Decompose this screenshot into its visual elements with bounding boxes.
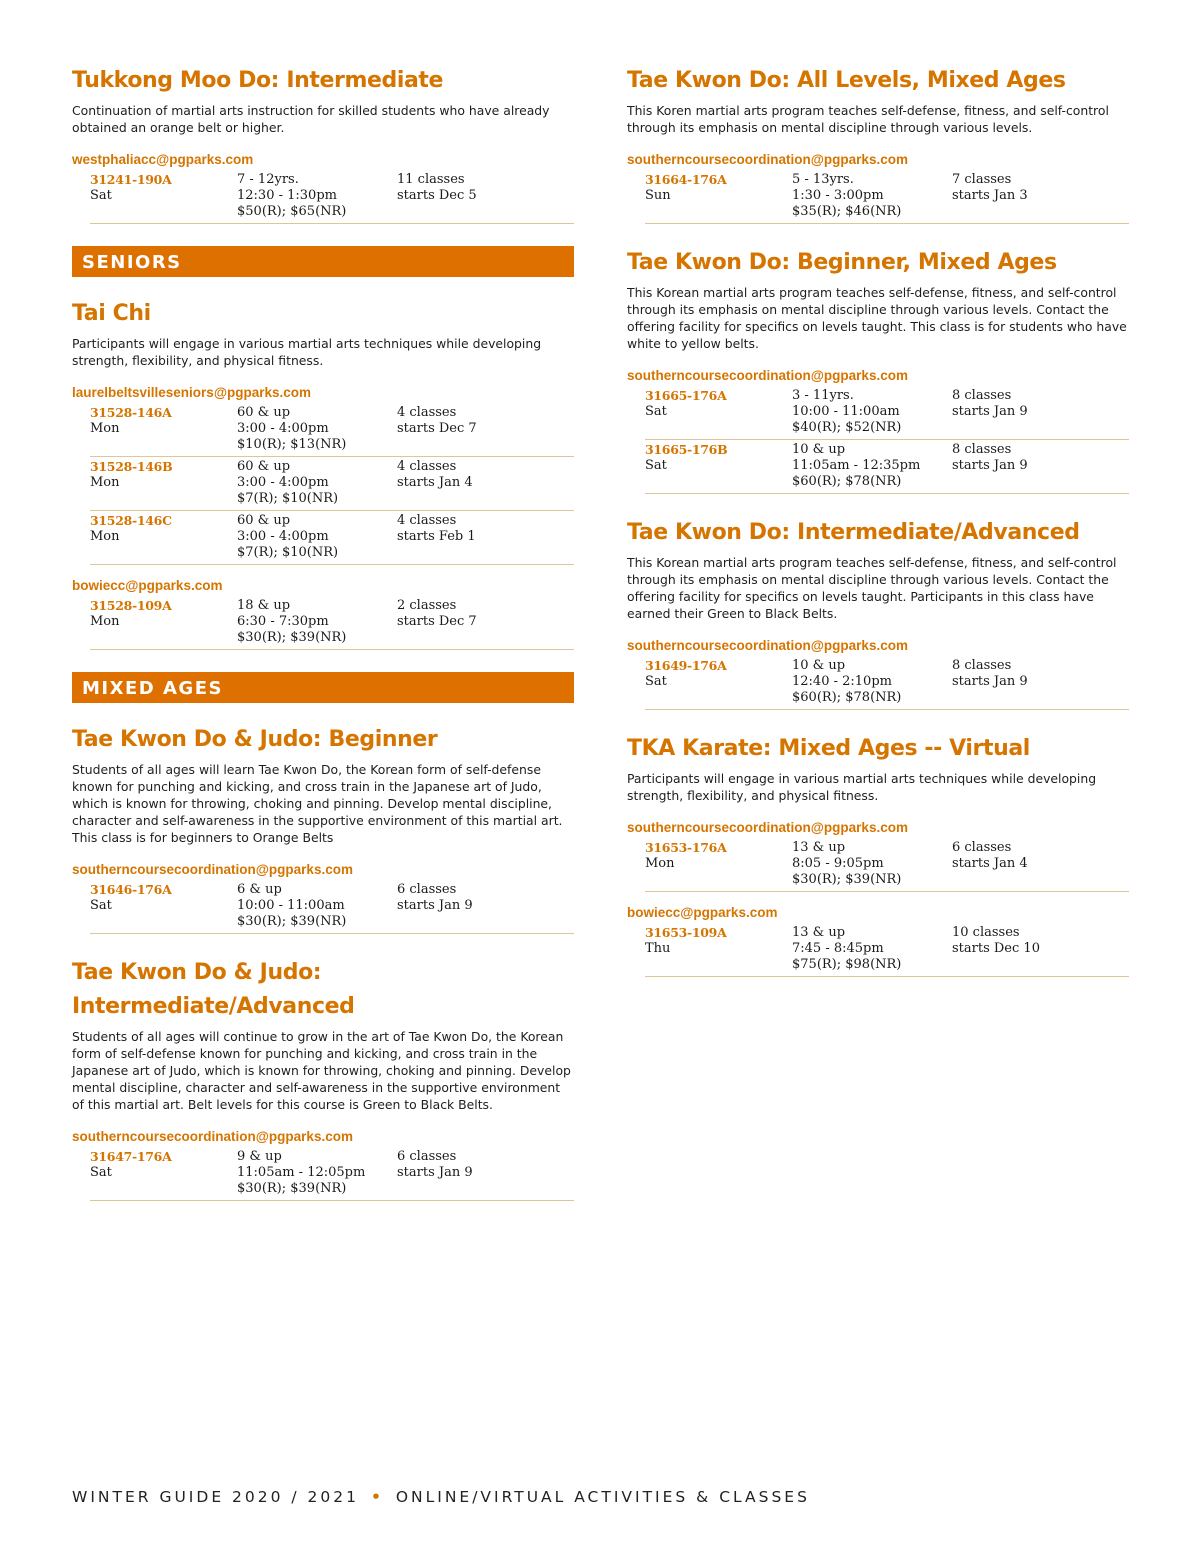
class-fee: $30(R); $39(NR) — [237, 1181, 347, 1196]
class-time: 1:30 - 3:00pm — [792, 188, 884, 203]
offering-code-day — [90, 513, 235, 545]
meeting-day: Sat — [90, 898, 112, 913]
location-group — [72, 384, 574, 565]
location-group — [627, 151, 1129, 224]
offering-schedule — [952, 658, 1122, 690]
class-count: 4 classes — [397, 513, 457, 528]
offering-code-day — [645, 388, 790, 420]
location-group — [627, 367, 1129, 494]
start-date: starts Feb 1 — [397, 529, 476, 544]
meeting-day: Mon — [90, 614, 120, 629]
start-date: starts Jan 9 — [952, 404, 1028, 419]
class-time: 12:40 - 2:10pm — [792, 674, 892, 689]
meeting-day: Mon — [90, 529, 120, 544]
course-description: This Korean martial arts program teaches self-defense, fitness, and self-control through its emphasis on mental discipline through various levels. Contact the offering facility for specifics on levels taught. This class is for students who have white to yellow belts. — [627, 285, 1127, 351]
course-block — [72, 723, 574, 934]
class-fee: $60(R); $78(NR) — [792, 474, 902, 489]
course-code[interactable]: 31647-176A — [90, 1149, 172, 1164]
location-group — [72, 151, 574, 224]
course-code[interactable]: 31665-176B — [645, 442, 728, 457]
course-description: Participants will engage in various martial arts techniques while developing strength, flexibility, and physical fitness. — [627, 771, 1097, 803]
offering-details — [237, 1149, 397, 1197]
course-title: Tae Kwon Do: All Levels, Mixed Ages — [627, 68, 1066, 93]
course-code[interactable]: 31664-176A — [645, 172, 727, 187]
offering-row — [645, 839, 1129, 892]
offering-details — [237, 459, 397, 507]
offering-details — [237, 172, 397, 220]
class-fee: $7(R); $10(NR) — [237, 545, 339, 560]
offering-details — [792, 658, 952, 706]
contact-email-link[interactable]: bowiecc@pgparks.com — [627, 905, 778, 920]
class-time: 3:00 - 4:00pm — [237, 529, 329, 544]
class-fee: $75(R); $98(NR) — [792, 957, 902, 972]
contact-email-link[interactable]: southerncoursecoordination@pgparks.com — [627, 152, 908, 167]
class-fee: $35(R); $46(NR) — [792, 204, 902, 219]
class-count: 11 classes — [397, 172, 465, 187]
course-code[interactable]: 31646-176A — [90, 882, 172, 897]
contact-email-link[interactable]: southerncoursecoordination@pgparks.com — [72, 862, 353, 877]
meeting-day: Sat — [645, 404, 667, 419]
class-count: 6 classes — [397, 1149, 457, 1164]
course-block — [72, 64, 574, 224]
age-range: 60 & up — [237, 459, 291, 474]
offering-schedule — [397, 172, 567, 204]
class-fee: $30(R); $39(NR) — [237, 630, 347, 645]
footer-section-title: ONLINE/VIRTUAL ACTIVITIES & CLASSES — [395, 1488, 810, 1506]
age-range: 3 - 11yrs. — [792, 388, 854, 403]
course-title: Tae Kwon Do: Intermediate/Advanced — [627, 520, 1080, 545]
class-fee: $30(R); $39(NR) — [237, 914, 347, 929]
start-date: starts Dec 10 — [952, 941, 1040, 956]
course-block — [627, 64, 1129, 224]
course-block — [627, 516, 1129, 710]
offering-code-day — [90, 882, 235, 914]
offering-details — [792, 172, 952, 220]
class-time: 6:30 - 7:30pm — [237, 614, 329, 629]
offering-schedule — [397, 882, 567, 914]
offering-row — [90, 1148, 574, 1201]
contact-email-link[interactable]: laurelbeltsvilleseniors@pgparks.com — [72, 385, 312, 400]
offering-row — [90, 512, 574, 565]
course-block — [627, 732, 1129, 977]
meeting-day: Thu — [645, 941, 671, 956]
age-range: 60 & up — [237, 405, 291, 420]
offering-row — [645, 657, 1129, 710]
course-code[interactable]: 31653-176A — [645, 840, 727, 855]
offering-schedule — [952, 172, 1122, 204]
class-count: 10 classes — [952, 925, 1020, 940]
course-code[interactable]: 31528-146C — [90, 513, 172, 528]
offering-code-day — [90, 459, 235, 491]
course-code[interactable]: 31241-190A — [90, 172, 172, 187]
course-code[interactable]: 31649-176A — [645, 658, 727, 673]
age-range: 10 & up — [792, 658, 846, 673]
meeting-day: Mon — [645, 856, 675, 871]
age-range: 10 & up — [792, 442, 846, 457]
offering-code-day — [645, 925, 790, 957]
course-title: Tae Kwon Do & Judo: Intermediate/Advanced — [72, 960, 355, 1019]
offering-code-day — [90, 172, 235, 204]
class-count: 4 classes — [397, 405, 457, 420]
page-footer — [72, 1488, 810, 1506]
offering-schedule — [952, 442, 1122, 474]
course-title: Tai Chi — [72, 301, 151, 326]
location-group — [627, 819, 1129, 892]
offering-schedule — [397, 405, 567, 437]
age-range: 7 - 12yrs. — [237, 172, 299, 187]
class-time: 7:45 - 8:45pm — [792, 941, 884, 956]
start-date: starts Jan 9 — [952, 458, 1028, 473]
offering-schedule — [952, 388, 1122, 420]
offering-row — [90, 597, 574, 650]
contact-email-link[interactable]: southerncoursecoordination@pgparks.com — [627, 368, 908, 383]
age-range: 13 & up — [792, 925, 846, 940]
offering-code-day — [645, 658, 790, 690]
offering-code-day — [90, 405, 235, 437]
location-group — [72, 861, 574, 934]
class-count: 8 classes — [952, 658, 1012, 673]
meeting-day: Sat — [90, 1165, 112, 1180]
offering-details — [792, 442, 952, 490]
offering-row — [645, 441, 1129, 494]
class-time: 8:05 - 9:05pm — [792, 856, 884, 871]
class-fee: $30(R); $39(NR) — [792, 872, 902, 887]
section-header-seniors: SENIORS — [72, 246, 574, 277]
offering-details — [237, 405, 397, 453]
courses-seniors — [72, 297, 574, 650]
class-fee: $60(R); $78(NR) — [792, 690, 902, 705]
start-date: starts Jan 4 — [397, 475, 473, 490]
contact-email-link[interactable]: westphaliacc@pgparks.com — [72, 152, 254, 167]
offering-code-day — [90, 1149, 235, 1181]
course-title: Tae Kwon Do: Beginner, Mixed Ages — [627, 250, 1057, 275]
offering-row — [90, 171, 574, 224]
class-time: 3:00 - 4:00pm — [237, 475, 329, 490]
section-header-mixed-ages: MIXED AGES — [72, 672, 574, 703]
footer-separator: • — [370, 1488, 384, 1506]
meeting-day: Sun — [645, 188, 671, 203]
offering-code-day — [645, 172, 790, 204]
course-title: Tukkong Moo Do: Intermediate — [72, 68, 444, 93]
offering-row — [90, 458, 574, 511]
class-count: 2 classes — [397, 598, 457, 613]
start-date: starts Dec 5 — [397, 188, 477, 203]
offering-code-day — [645, 840, 790, 872]
offering-row — [90, 881, 574, 934]
offering-details — [237, 882, 397, 930]
offering-row — [645, 387, 1129, 440]
offering-schedule — [952, 840, 1122, 872]
age-range: 6 & up — [237, 882, 282, 897]
offering-details — [792, 840, 952, 888]
course-description: This Koren martial arts program teaches self-defense, fitness, and self-control through its emphasis on mental discipline through various levels. — [627, 103, 1109, 135]
class-count: 6 classes — [397, 882, 457, 897]
class-time: 12:30 - 1:30pm — [237, 188, 337, 203]
offering-details — [237, 513, 397, 561]
class-count: 6 classes — [952, 840, 1012, 855]
class-fee: $7(R); $10(NR) — [237, 491, 339, 506]
courses-mixed — [72, 723, 574, 1201]
age-range: 18 & up — [237, 598, 291, 613]
footer-guide-title: WINTER GUIDE 2020 / 2021 — [72, 1488, 360, 1506]
course-code[interactable]: 31528-109A — [90, 598, 172, 613]
age-range: 13 & up — [792, 840, 846, 855]
course-description: Participants will engage in various martial arts techniques while developing strength, flexibility, and physical fitness. — [72, 336, 542, 368]
offering-code-day — [90, 598, 235, 630]
offering-details — [237, 598, 397, 646]
age-range: 5 - 13yrs. — [792, 172, 854, 187]
offering-schedule — [397, 513, 567, 545]
courses-top — [72, 64, 574, 224]
meeting-day: Sat — [90, 188, 112, 203]
course-block — [72, 956, 574, 1201]
course-code[interactable]: 31653-109A — [645, 925, 727, 940]
age-range: 9 & up — [237, 1149, 282, 1164]
start-date: starts Jan 9 — [397, 1165, 473, 1180]
offering-row — [645, 171, 1129, 224]
left-column — [72, 64, 574, 1223]
course-description: Students of all ages will learn Tae Kwon Do, the Korean form of self-defense known for punching and kicking, and cross train in the Japanese art of Judo, which is known for throwing, choking and pinning. Develop mental discipline, character and self-awareness in the supportive environment of this martial art. This class is for beginners to Orange Belts — [72, 762, 563, 845]
course-title: TKA Karate: Mixed Ages -- Virtual — [627, 736, 1030, 761]
class-count: 7 classes — [952, 172, 1012, 187]
contact-email-link[interactable]: southerncoursecoordination@pgparks.com — [72, 1129, 353, 1144]
start-date: starts Dec 7 — [397, 421, 477, 436]
class-count: 4 classes — [397, 459, 457, 474]
meeting-day: Mon — [90, 475, 120, 490]
course-description: This Korean martial arts program teaches self-defense, fitness, and self-control through its emphasis on mental discipline through various levels. Contact the offering facility for specifics on levels taught. Participants in this class have earned their Green to Black Belts. — [627, 555, 1117, 621]
start-date: starts Jan 9 — [397, 898, 473, 913]
class-time: 11:05am - 12:05pm — [237, 1165, 366, 1180]
class-count: 8 classes — [952, 442, 1012, 457]
location-group — [627, 637, 1129, 710]
offering-row — [645, 924, 1129, 977]
meeting-day: Mon — [90, 421, 120, 436]
course-description: Students of all ages will continue to grow in the art of Tae Kwon Do, the Korean form of self-defense known for punching and kicking, and cross train in the Japanese art of Judo, which is known for throwing, choking and pinning. Develop mental discipline, character and self-awareness in the supportive environment of this martial art. Belt levels for this course is Green to Black Belts. — [72, 1029, 571, 1112]
class-fee: $40(R); $52(NR) — [792, 420, 902, 435]
offering-schedule — [952, 925, 1122, 957]
course-title: Tae Kwon Do & Judo: Beginner — [72, 727, 438, 752]
course-code[interactable]: 31665-176A — [645, 388, 727, 403]
class-count: 8 classes — [952, 388, 1012, 403]
offering-schedule — [397, 598, 567, 630]
contact-email-link[interactable]: southerncoursecoordination@pgparks.com — [627, 638, 908, 653]
class-time: 10:00 - 11:00am — [792, 404, 900, 419]
start-date: starts Dec 7 — [397, 614, 477, 629]
contact-email-link[interactable]: bowiecc@pgparks.com — [72, 578, 223, 593]
course-code[interactable]: 31528-146A — [90, 405, 172, 420]
offering-code-day — [645, 442, 790, 474]
meeting-day: Sat — [645, 458, 667, 473]
start-date: starts Jan 4 — [952, 856, 1028, 871]
start-date: starts Jan 3 — [952, 188, 1028, 203]
location-group — [72, 1128, 574, 1201]
class-fee: $50(R); $65(NR) — [237, 204, 347, 219]
course-description: Continuation of martial arts instruction for skilled students who have already obtained an orange belt or higher. — [72, 103, 550, 135]
location-group — [627, 904, 1129, 977]
contact-email-link[interactable]: southerncoursecoordination@pgparks.com — [627, 820, 908, 835]
offering-schedule — [397, 459, 567, 491]
course-block — [627, 246, 1129, 494]
courses-right — [627, 64, 1129, 977]
offering-details — [792, 388, 952, 436]
class-time: 11:05am - 12:35pm — [792, 458, 921, 473]
offering-schedule — [397, 1149, 567, 1181]
location-group — [72, 577, 574, 650]
class-time: 3:00 - 4:00pm — [237, 421, 329, 436]
age-range: 60 & up — [237, 513, 291, 528]
course-code[interactable]: 31528-146B — [90, 459, 173, 474]
offering-row — [90, 404, 574, 457]
course-block — [72, 297, 574, 650]
class-fee: $10(R); $13(NR) — [237, 437, 347, 452]
class-time: 10:00 - 11:00am — [237, 898, 345, 913]
start-date: starts Jan 9 — [952, 674, 1028, 689]
offering-details — [792, 925, 952, 973]
right-column — [627, 64, 1129, 999]
meeting-day: Sat — [645, 674, 667, 689]
